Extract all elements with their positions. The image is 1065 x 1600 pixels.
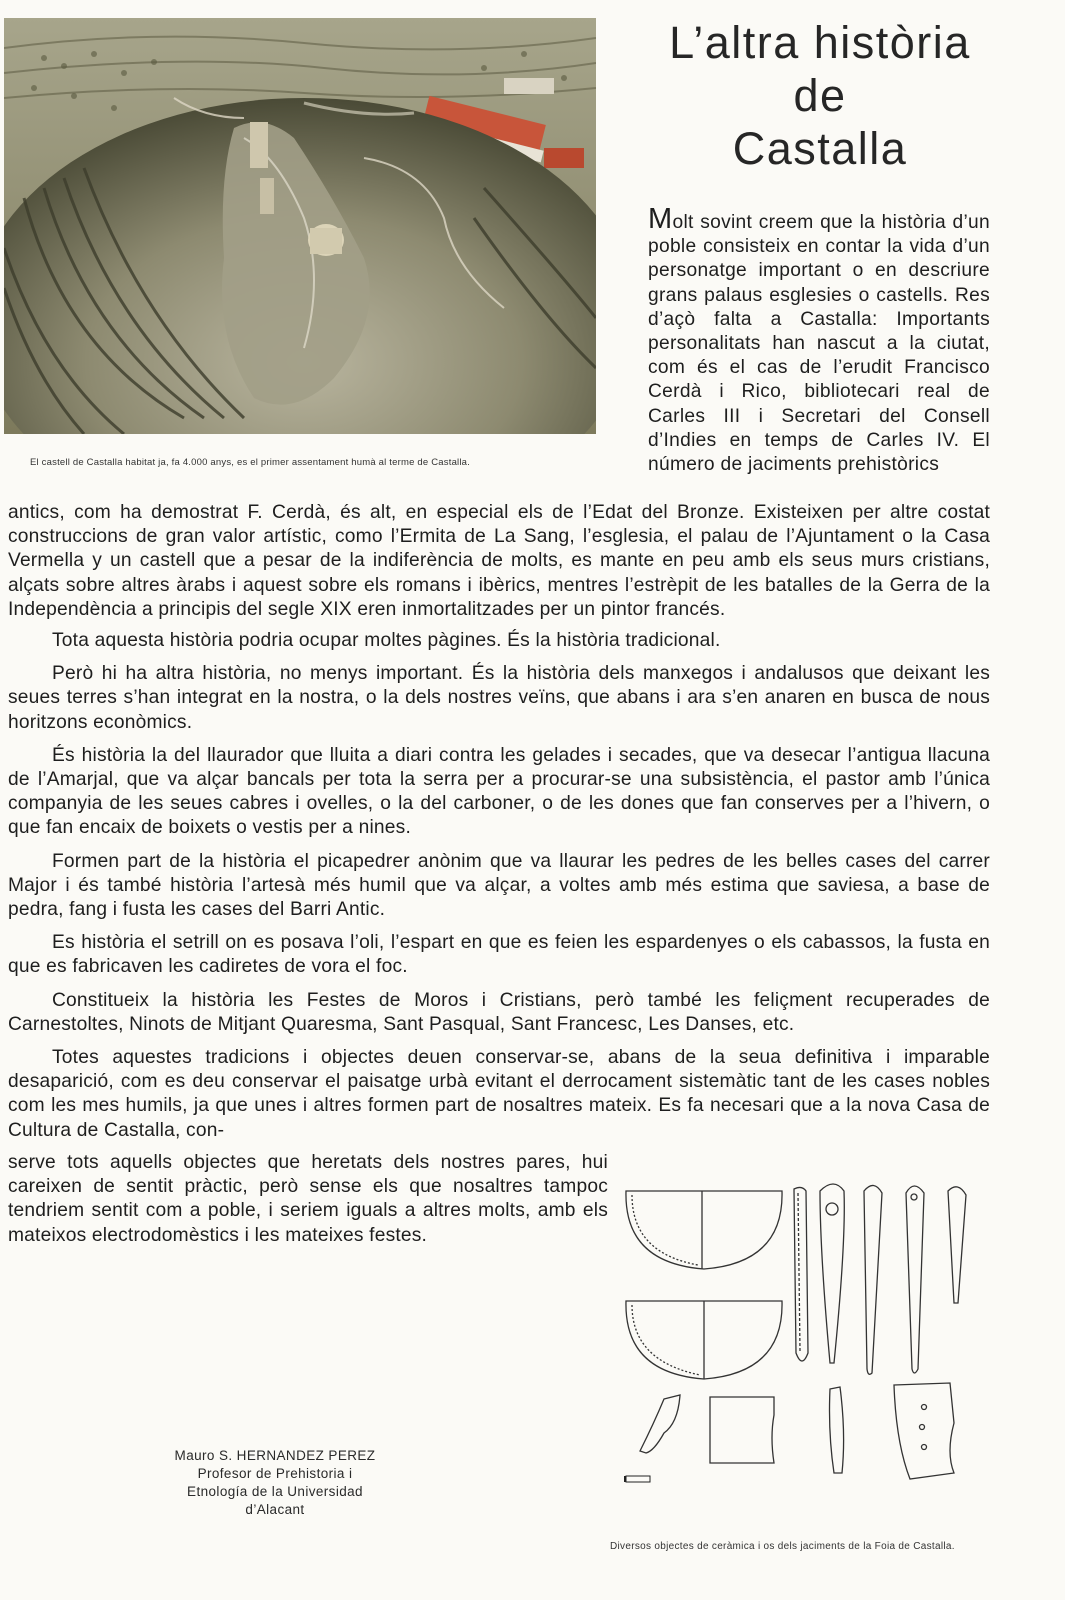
author-role-line-3: d’Alacant bbox=[245, 1502, 305, 1517]
body-paragraph: Totes aquestes tradicions i objectes deuen conservar-se, abans de la seua definitiva i imparable desaparició, com es deu conservar el paisatge urbà evitant el derrocament sistemàtic tant de les cases nobles com les mes humils, ja que unes i altres formen part de nosaltres mateix. Es fa necesari que a la nova Casa de Cultura de Castalla, con- bbox=[8, 1047, 990, 1141]
title-line-1: L’altra història bbox=[669, 17, 971, 68]
photo-caption: El castell de Castalla habitat ja, fa 4.000 anys, es el primer assentament humà al terme de Castalla. bbox=[30, 457, 470, 468]
aerial-castle-photo bbox=[4, 18, 596, 434]
author-block bbox=[150, 1447, 400, 1519]
drawing-caption: Diversos objectes de ceràmica i os dels jaciments de la Foia de Castalla. bbox=[610, 1541, 955, 1552]
body-paragraph: Es història el setrill on es posava l’oli, l’espart en que es feien les espardenyes o els cabassos, la fusta en que es fabricaven les cadiretes de vora el foc. bbox=[8, 932, 990, 978]
artifact-drawings bbox=[624, 1173, 1002, 1518]
body-text bbox=[8, 501, 990, 1152]
title-line-2: de bbox=[793, 70, 847, 121]
title-line-3: Castalla bbox=[732, 123, 908, 174]
page-title bbox=[640, 16, 1000, 175]
body-paragraph: És història la del llaurador que lluita a diari contra les gelades i secades, que va desecar l’antigua llacuna de l’Amarjal, que va alçar bancals per tota la serra per a procurar-se una subsistència, el pastor amb l’única companyia de les seues cabres i ovelles, o la del carboner, o de les dones que fan conserves per a l’hivern, o que fan encaix de boixets o vestis per a nines. bbox=[8, 744, 990, 839]
body-paragraph: Formen part de la història el picapedrer anònim que va llaurar les pedres de les belles cases del carrer Major i és també història l’artesà més humil que va alçar, a voltes amb més estima que saviesa, a base de pedra, fang i fusta les cases del Barri Antic. bbox=[8, 850, 990, 921]
author-name: Mauro S. HERNANDEZ PEREZ bbox=[174, 1448, 376, 1463]
body-paragraph: Constitueix la història les Festes de Moros i Cristians, però també les feliçment recuperades de Carnestoltes, Ninots de Mitjant Quaresma, Sant Pasqual, Sant Francesc, Les Danses, etc. bbox=[8, 989, 990, 1035]
intro-text: olt sovint creem que la història d’un poble consisteix en contar la vida d’un personatge important o en descriure grans palaus esglesies o castells. Res d’açò falta a Castalla: Importants personalitats han nascut a la ciutat, com és el cas de l’erudit Francisco Cerdà i Rico, bibliotecari real de Carles III i Secretari del Consell d’Indies en temps de Carles IV. El número de jaciments prehistòrics bbox=[648, 212, 990, 476]
intro-paragraph bbox=[648, 203, 990, 477]
drop-cap: M bbox=[648, 203, 673, 235]
closing-paragraph: serve tots aquells objectes que heretats dels nostres pares, hui careixen de sentit pràctic, però sense els que nosaltres tampoc tendriem sentit com a poble, i seriem iguals a altres molts, amb els mateixos electrodomèstics i les mateixes festes. bbox=[8, 1152, 608, 1246]
body-paragraph: Però hi ha altra història, no menys important. És la història dels manxegos i andalusos que deixant les seues terres s’han integrat en la nostra, o la dels nostres veïns, que abans i ara s’en anaren en busca de nous horitzons econòmics. bbox=[8, 663, 990, 733]
author-role-line-1: Profesor de Prehistoria i bbox=[197, 1466, 353, 1481]
body-paragraph: antics, com ha demostrat F. Cerdà, és alt, en especial els de l’Edat del Bronze. Existeixen per altre costat construccions de gran valor artístic, como l’Ermita de La Sang, l’esglesia, el palau de l’Ajuntament o la Casa Vermella y un castell que a pesar de la indiferència de molts, es mante en peu amb els seus murs cristians, alçats sobre altres àrabs i aquest sobre els romans i ibèrics, mentres l’estrèpit de les batalles de la Gerra de la Independència a principis del segle XIX eren inmortalitzades per un pintor francés. bbox=[8, 502, 990, 620]
aerial-castle-illustration bbox=[4, 18, 596, 434]
author-role-line-2: Etnología de la Universidad bbox=[187, 1484, 363, 1499]
artifact-drawings-illustration bbox=[624, 1173, 1002, 1518]
body-paragraph: Tota aquesta història podria ocupar moltes pàgines. És la història tradicional. bbox=[52, 630, 721, 652]
